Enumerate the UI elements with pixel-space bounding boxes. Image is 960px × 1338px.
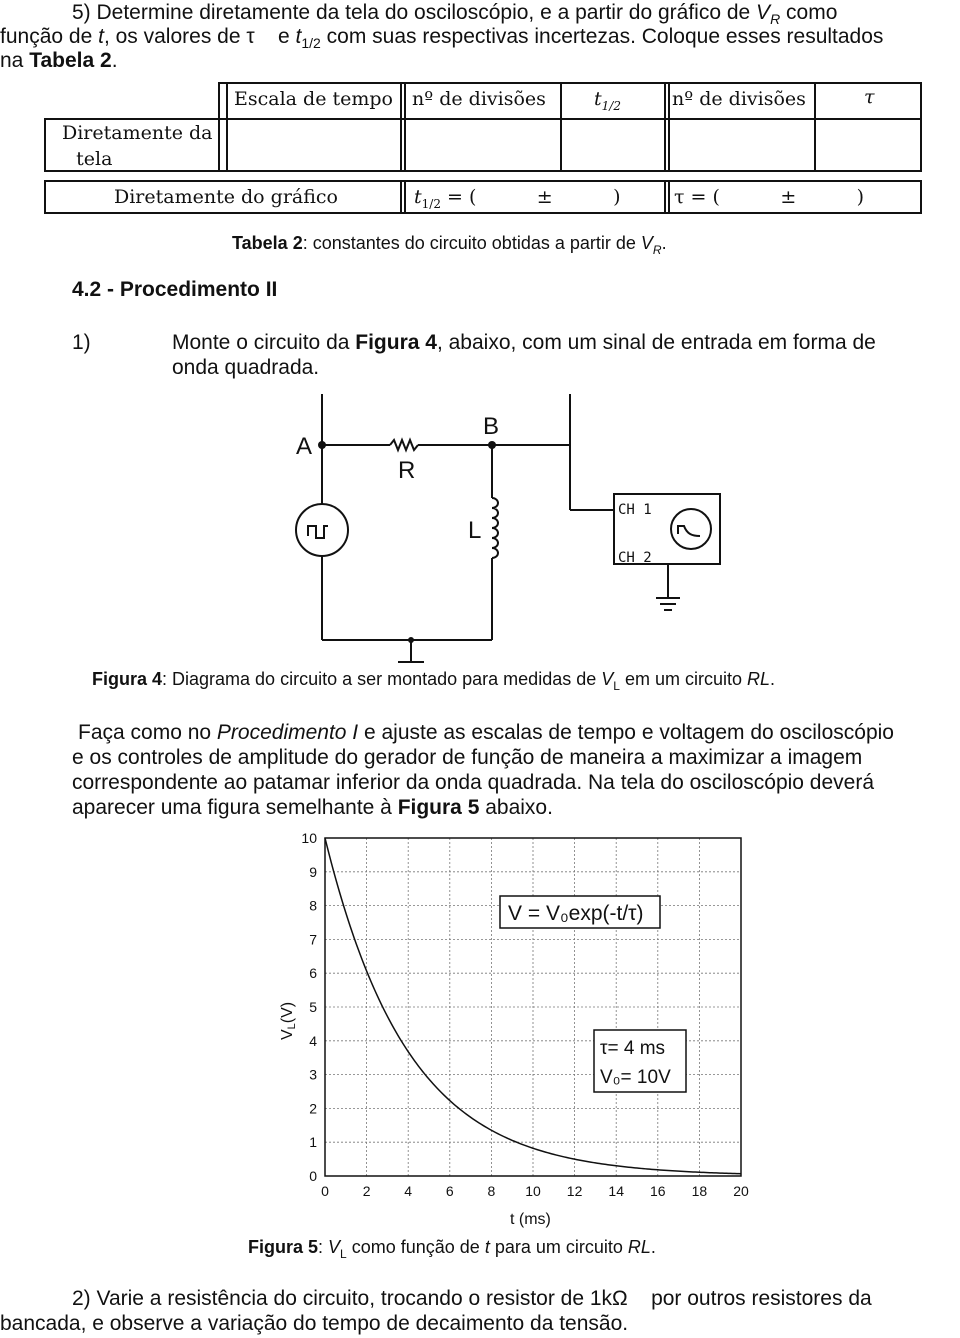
- table-2-col-divider: [400, 82, 402, 172]
- label-b: B: [483, 413, 500, 440]
- table-2-col-divider: [668, 82, 670, 172]
- resistor-symbol: [390, 440, 418, 450]
- table-2-header-ndiv-1: nº de divisões: [412, 88, 546, 110]
- step2-line2: bancada, e observe a variação do tempo de decaimento da tensão.: [0, 1312, 629, 1335]
- table-2-caption: Tabela 2: constantes do circuito obtidas a partir de $V_R$.: [232, 233, 667, 257]
- y-axis-label-sub: L: [286, 1023, 298, 1030]
- item5-line1: 5) Determine diretamente da tela do osciloscópio, e a partir do gráfico de $V_R$ como: [72, 1, 838, 28]
- x-tick-label: 18: [691, 1183, 708, 1199]
- table-2-row2-divider: [664, 180, 666, 214]
- x-tick-label: 12: [566, 1183, 583, 1199]
- procedure-paragraph: Faça como no Procedimento I e ajuste as escalas de tempo e voltagem do osciloscópio e os controles de amplitude do gerador de função de maneira a maximizar a imagem correspondente ao patamar inferior da onda quadrada. Na tela do osciloscópio deverá aparecer uma figura semelhante à Figura 5 abaixo.: [72, 721, 894, 819]
- formula-text: V = V₀exp(-t/τ): [508, 902, 644, 925]
- x-tick-label: 20: [733, 1183, 749, 1199]
- table-2-header-t12: $t_{1/2}$: [594, 88, 621, 113]
- step2-line1: 2) Varie a resistência do circuito, trocando o resistor de 1kΩ por outros resistores da: [72, 1287, 872, 1310]
- table-2-header-ndiv-2: nº de divisões: [672, 88, 806, 110]
- y-tick-label: 5: [309, 999, 317, 1015]
- y-tick-label: 10: [301, 830, 317, 846]
- table-2-row1-label: Diretamente da tela: [62, 122, 213, 170]
- table-2-row2-label: Diretamente do gráfico: [114, 186, 338, 208]
- item5-line2: função de t, os valores de τ e $t_{1/2}$ com suas respectivas incertezas. Coloque esses resultados: [0, 25, 884, 52]
- chart-ticks: [301, 830, 749, 1199]
- figure-5-caption: Figura 5: $V_L$ como função de t para um circuito RL.: [248, 1237, 656, 1261]
- y-tick-label: 9: [309, 863, 317, 880]
- label-ch2: CH 2: [618, 550, 652, 566]
- y-axis-label: VL(V): [279, 1001, 298, 1040]
- figure-5-chart: [270, 826, 760, 1236]
- y-tick-label: 2: [309, 1100, 317, 1117]
- step1-number: 1): [72, 331, 91, 354]
- x-tick-label: 4: [404, 1183, 413, 1199]
- label-l: L: [468, 517, 482, 544]
- y-tick-label: 1: [309, 1134, 317, 1151]
- item5-line3: na Tabela 2.: [0, 49, 118, 72]
- x-axis-label: t (ms): [510, 1211, 551, 1228]
- figure-4-caption: Figura 4: Diagrama do circuito a ser montado para medidas de $V_L$ em um circuito RL.: [92, 669, 776, 693]
- table-2-col-divider: [664, 82, 666, 172]
- x-tick-label: 10: [525, 1183, 541, 1199]
- source-circle: [296, 504, 348, 556]
- param-v0: V₀= 10V: [600, 1067, 671, 1088]
- table-2-double-line: [226, 82, 228, 172]
- table-2-header-tau: τ: [864, 86, 875, 108]
- node-ground: [408, 637, 414, 643]
- y-tick-label: 0: [309, 1168, 317, 1184]
- section-heading: 4.2 - Procedimento II: [72, 278, 278, 301]
- x-tick-label: 0: [321, 1183, 329, 1199]
- table-2-row2-t12-field: $t_{1/2}$ = ( ± ): [414, 186, 621, 211]
- x-tick-label: 2: [362, 1183, 371, 1199]
- table-2-header-divider: [218, 118, 922, 120]
- y-axis-label-unit: (V): [279, 1001, 296, 1024]
- y-tick-label: 7: [309, 931, 317, 948]
- figure-4-circuit-diagram: [280, 390, 740, 670]
- table-2-row2-tau-field: τ = ( ± ): [674, 186, 865, 208]
- table-2-col-divider: [404, 82, 406, 172]
- table-2-col-divider: [814, 82, 816, 172]
- x-tick-label: 6: [445, 1183, 454, 1199]
- table-2-row2-divider: [400, 180, 402, 214]
- node-b: [488, 441, 496, 449]
- chart-grid: [325, 838, 741, 1176]
- x-tick-label: 14: [608, 1183, 624, 1199]
- label-ch1: CH 1: [618, 502, 652, 518]
- y-tick-label: 8: [309, 897, 317, 914]
- table-2-row2-divider: [404, 180, 406, 214]
- label-r: R: [398, 457, 416, 484]
- table-2-header-escala: Escala de tempo: [234, 88, 393, 110]
- inductor-symbol: [492, 498, 498, 558]
- table-2-col-divider: [560, 82, 562, 172]
- y-tick-label: 4: [309, 1032, 317, 1049]
- x-tick-label: 8: [487, 1183, 496, 1199]
- node-a: [318, 441, 326, 449]
- label-a: A: [296, 433, 313, 460]
- y-tick-label: 3: [309, 1066, 317, 1083]
- table-2-row2-divider: [668, 180, 670, 214]
- param-tau: τ= 4 ms: [600, 1038, 666, 1059]
- y-tick-label: 6: [309, 965, 317, 982]
- step1-text: Monte o circuito da Figura 4, abaixo, com um sinal de entrada em forma de onda quadrada.: [172, 331, 876, 379]
- x-tick-label: 16: [650, 1183, 666, 1199]
